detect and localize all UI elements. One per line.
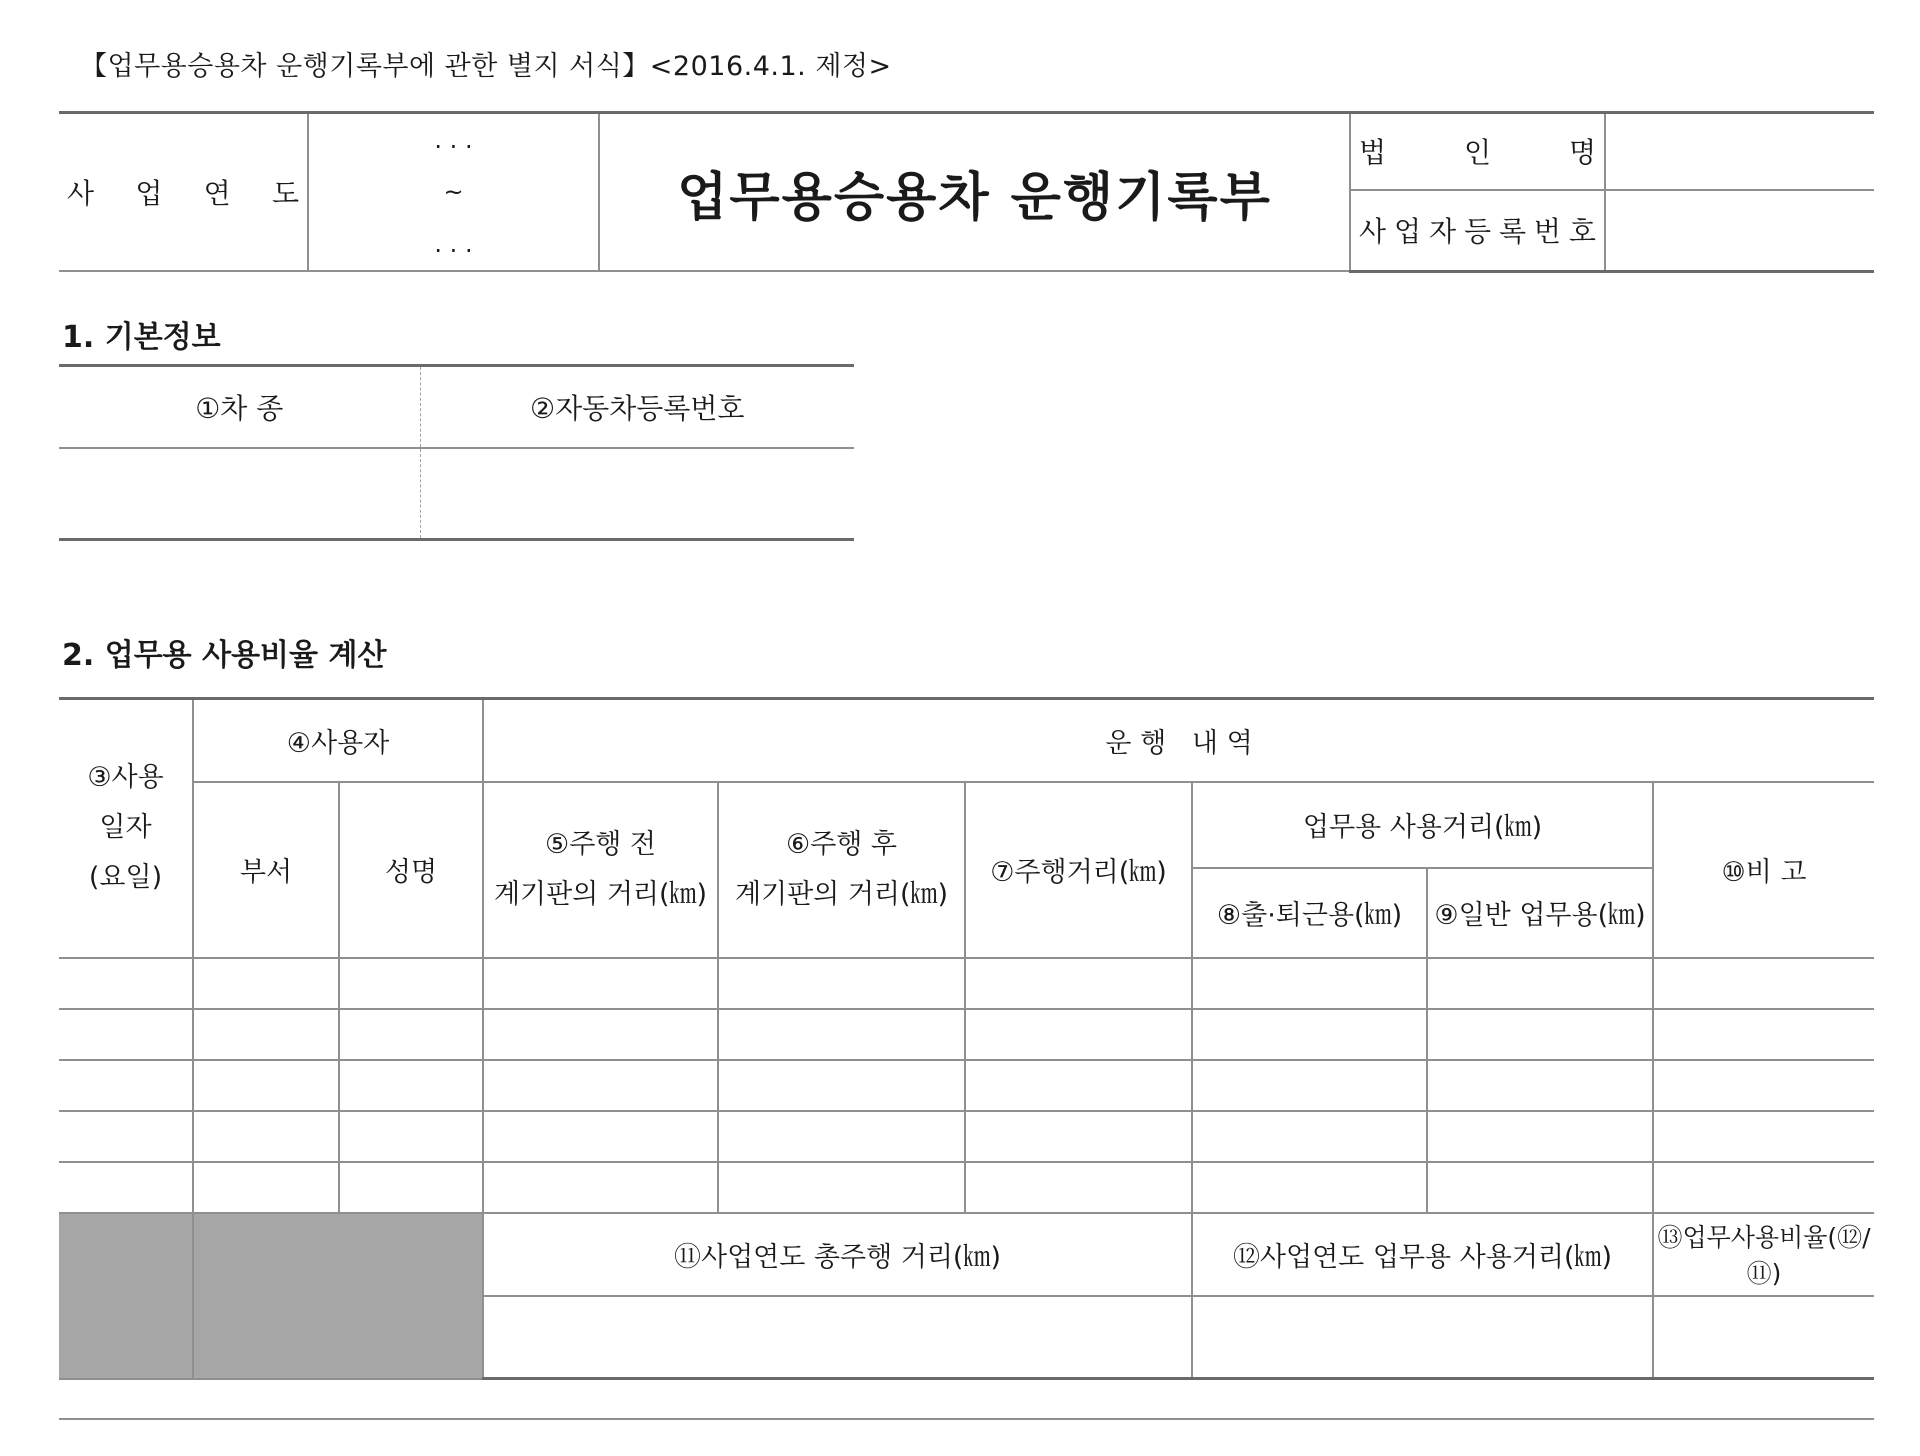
log-cell[interactable] (339, 958, 483, 1009)
log-cell[interactable] (193, 1060, 339, 1111)
biz-reg-no-input[interactable] (1605, 190, 1874, 271)
shaded-cell (193, 1213, 483, 1379)
odometer-before-header (483, 782, 718, 958)
total-distance-input[interactable] (483, 1296, 1192, 1379)
log-cell[interactable] (1427, 1162, 1653, 1213)
shaded-cell (59, 1213, 193, 1379)
operation-header: 운 행 내 역 (483, 699, 1874, 782)
biz-reg-no-label-cell (1350, 190, 1605, 271)
dept-header: 부서 (193, 782, 339, 958)
use-date-line1: ③사용 (87, 762, 164, 794)
use-date-header (59, 699, 193, 958)
period-cell[interactable] (308, 113, 599, 272)
log-cell[interactable] (59, 958, 193, 1009)
log-cell[interactable] (339, 1162, 483, 1213)
corp-name-input[interactable] (1605, 113, 1874, 190)
odometer-before-line1: ⑤주행 전 (544, 828, 657, 860)
basic-info-table (59, 364, 854, 541)
log-cell[interactable] (1653, 1009, 1874, 1060)
log-cell[interactable] (339, 1111, 483, 1162)
form-title-cell (599, 113, 1350, 272)
form-title: 업무용승용차 운행기록부 (677, 167, 1272, 228)
name-header: 성명 (339, 782, 483, 958)
odometer-after-line2: 계기판의 거리(㎞) (734, 878, 949, 910)
remarks-header: ⑩비 고 (1653, 782, 1874, 958)
biz-reg-no-label: 사 업 자 등 록 번 호 (1359, 215, 1596, 249)
log-cell[interactable] (193, 1111, 339, 1162)
log-row (59, 1009, 1874, 1060)
log-cell[interactable] (59, 1162, 193, 1213)
total-business-distance-input[interactable] (1192, 1296, 1653, 1379)
vehicle-type-header: ①차 종 (59, 366, 420, 448)
log-cell[interactable] (718, 958, 965, 1009)
log-cell[interactable] (718, 1162, 965, 1213)
log-cell[interactable] (193, 958, 339, 1009)
business-ratio-input[interactable] (1653, 1296, 1874, 1379)
log-cell[interactable] (965, 958, 1192, 1009)
vehicle-type-input[interactable] (59, 448, 420, 540)
log-cell[interactable] (1192, 958, 1427, 1009)
period-start: . . . (434, 126, 473, 154)
log-cell[interactable] (339, 1009, 483, 1060)
log-cell[interactable] (483, 1009, 718, 1060)
log-cell[interactable] (965, 1162, 1192, 1213)
section2-heading: 2. 업무용 사용비율 계산 (62, 638, 387, 673)
registration-number-header: ②자동차등록번호 (420, 366, 854, 448)
total-business-distance-header: ⑫사업연도 업무용 사용거리(㎞) (1192, 1213, 1653, 1296)
registration-number-input[interactable] (420, 448, 854, 540)
log-cell[interactable] (965, 1060, 1192, 1111)
general-business-header: ⑨일반 업무용(㎞) (1427, 868, 1653, 958)
log-cell[interactable] (1427, 1111, 1653, 1162)
log-row (59, 958, 1874, 1009)
log-cell[interactable] (965, 1111, 1192, 1162)
form-caption: 【업무용승용차 운행기록부에 관한 별지 서식】<2016.4.1. 제정> (80, 51, 892, 82)
header-table (59, 111, 1874, 273)
log-cell[interactable] (965, 1009, 1192, 1060)
use-date-line3: (요일) (88, 862, 163, 894)
log-cell[interactable] (59, 1060, 193, 1111)
business-ratio-header: ⑬업무사용비율(⑫/⑪) (1653, 1213, 1874, 1296)
log-cell[interactable] (1653, 1162, 1874, 1213)
distance-header: ⑦주행거리(㎞) (965, 782, 1192, 958)
period-tilde: ~ (443, 178, 464, 206)
period-end: . . . (434, 230, 473, 258)
log-cell[interactable] (483, 1060, 718, 1111)
odometer-after-line1: ⑥주행 후 (785, 828, 898, 860)
odometer-before-line2: 계기판의 거리(㎞) (493, 878, 708, 910)
log-cell[interactable] (483, 1162, 718, 1213)
log-cell[interactable] (193, 1009, 339, 1060)
log-cell[interactable] (1192, 1060, 1427, 1111)
log-cell[interactable] (339, 1060, 483, 1111)
user-header: ④사용자 (193, 699, 483, 782)
business-distance-header: 업무용 사용거리(㎞) (1192, 782, 1653, 868)
log-row (59, 1111, 1874, 1162)
log-cell[interactable] (1192, 1009, 1427, 1060)
log-cell[interactable] (1653, 1060, 1874, 1111)
log-cell[interactable] (59, 1111, 193, 1162)
log-cell[interactable] (483, 1111, 718, 1162)
log-row (59, 1060, 1874, 1111)
log-cell[interactable] (1653, 958, 1874, 1009)
business-year-label-cell (59, 113, 308, 272)
log-cell[interactable] (59, 1009, 193, 1060)
total-distance-header: ⑪사업연도 총주행 거리(㎞) (483, 1213, 1192, 1296)
log-cell[interactable] (193, 1162, 339, 1213)
log-cell[interactable] (1427, 1060, 1653, 1111)
log-row (59, 1162, 1874, 1213)
log-cell[interactable] (718, 1111, 965, 1162)
commute-header: ⑧출·퇴근용(㎞) (1192, 868, 1427, 958)
use-date-line2: 일자 (99, 812, 152, 844)
bottom-divider (59, 1418, 1874, 1420)
section1-heading: 1. 기본정보 (62, 320, 221, 355)
log-cell[interactable] (1427, 958, 1653, 1009)
log-cell[interactable] (1192, 1162, 1427, 1213)
corp-name-label: 법 인 명 (1359, 136, 1596, 170)
odometer-after-header (718, 782, 965, 958)
log-cell[interactable] (1192, 1111, 1427, 1162)
corp-name-label-cell (1350, 113, 1605, 190)
log-cell[interactable] (1653, 1111, 1874, 1162)
business-year-label: 사 업 연 도 (67, 177, 299, 210)
log-cell[interactable] (1427, 1009, 1653, 1060)
log-cell[interactable] (718, 1009, 965, 1060)
log-cell[interactable] (718, 1060, 965, 1111)
business-ratio-table (59, 697, 1874, 1380)
log-cell[interactable] (483, 958, 718, 1009)
